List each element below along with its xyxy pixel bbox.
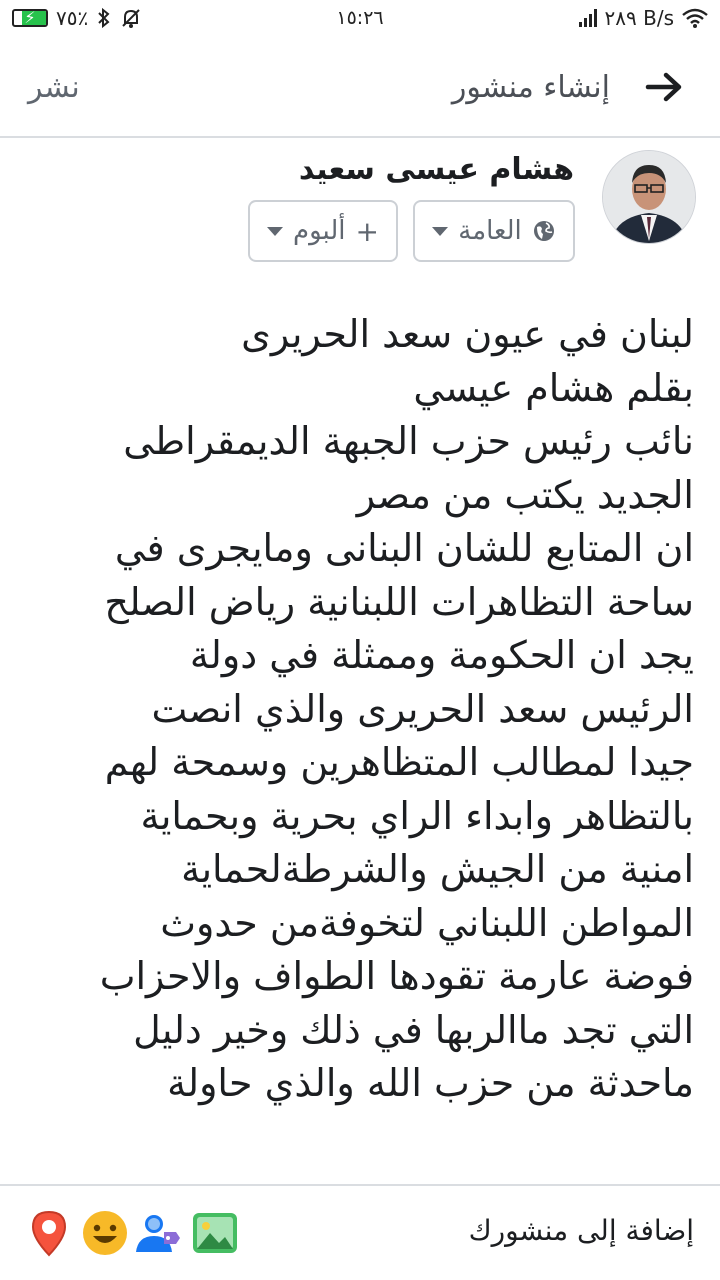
mute-bell-icon: [120, 7, 142, 29]
add-to-post-bar[interactable]: [0, 1184, 720, 1280]
privacy-selector[interactable]: [413, 200, 575, 262]
post-line: ان المتابع للشان البنانى ومايجرى في: [114, 526, 694, 570]
album-label: ألبوم: [293, 216, 346, 246]
author-name: هشام عيسى سعيد: [298, 152, 574, 187]
post-line: التي تجد ماالربها في ذلك وخير دليل: [133, 1007, 694, 1052]
feeling-emoji-icon[interactable]: [80, 1208, 130, 1258]
post-line: نائب رئيس حزب الجبهة الديمقراطى: [123, 419, 694, 463]
photo-icon[interactable]: [190, 1208, 240, 1258]
location-pin-icon[interactable]: [24, 1208, 74, 1258]
globe-icon: [532, 219, 556, 243]
bluetooth-icon: [96, 7, 112, 29]
post-line: لبنان في عيون سعد الحريرى: [241, 312, 694, 356]
status-left: [12, 6, 142, 30]
privacy-label: العامة: [458, 216, 522, 246]
album-selector[interactable]: [248, 200, 398, 262]
avatar: [602, 150, 696, 244]
post-line: بقلم هشام عيسي: [413, 365, 694, 410]
tag-people-icon[interactable]: [132, 1208, 182, 1258]
status-right: [579, 6, 708, 30]
post-line: يجد ان الحكومة وممثلة في دولة: [189, 633, 694, 677]
back-arrow-icon[interactable]: [644, 70, 684, 104]
post-line: بالتظاهر وابداء الراي بحرية وبحماية: [140, 793, 694, 838]
avatar-portrait-icon: [603, 151, 695, 243]
post-text-area[interactable]: [36, 308, 694, 1178]
post-line: جيدا لمطالب المتظاهرين وسمحة لهم: [104, 740, 694, 784]
page-title: إنشاء منشور: [451, 70, 610, 105]
post-line: فوضة عارمة تقودها الطواف والاحزاب: [99, 954, 694, 998]
plus-icon: +: [355, 214, 379, 248]
post-line: الجديد يكتب من مصر: [356, 472, 694, 517]
battery-percent: ٧٥٪: [56, 6, 89, 30]
network-speed: ٢٨٩ B/s: [604, 6, 674, 30]
create-post-header: [0, 36, 720, 138]
clock: ١٥:٢٦: [336, 7, 384, 29]
signal-icon: [579, 9, 597, 27]
post-line: ساحة التظاهرات اللبنانية رياض الصلح: [104, 579, 694, 624]
chevron-down-icon: [267, 227, 283, 236]
charging-bolt-icon: ⚡: [24, 9, 36, 27]
battery-icon: [12, 9, 48, 27]
post-line: المواطن اللبناني لتخوفةمن حدوث: [160, 900, 694, 945]
publish-button[interactable]: نشر: [28, 70, 80, 105]
wifi-icon: [682, 8, 708, 28]
status-bar: [0, 0, 720, 36]
chevron-down-icon: [432, 227, 448, 236]
post-line: ماحدثة من حزب الله والذي حاولة: [167, 1061, 694, 1105]
add-to-post-label: إضافة إلى منشورك: [468, 1214, 694, 1247]
post-line: امنية من الجيش والشرطةلحماية: [181, 847, 694, 891]
post-line: الرئيس سعد الحريرى والذي انصت: [151, 686, 694, 731]
